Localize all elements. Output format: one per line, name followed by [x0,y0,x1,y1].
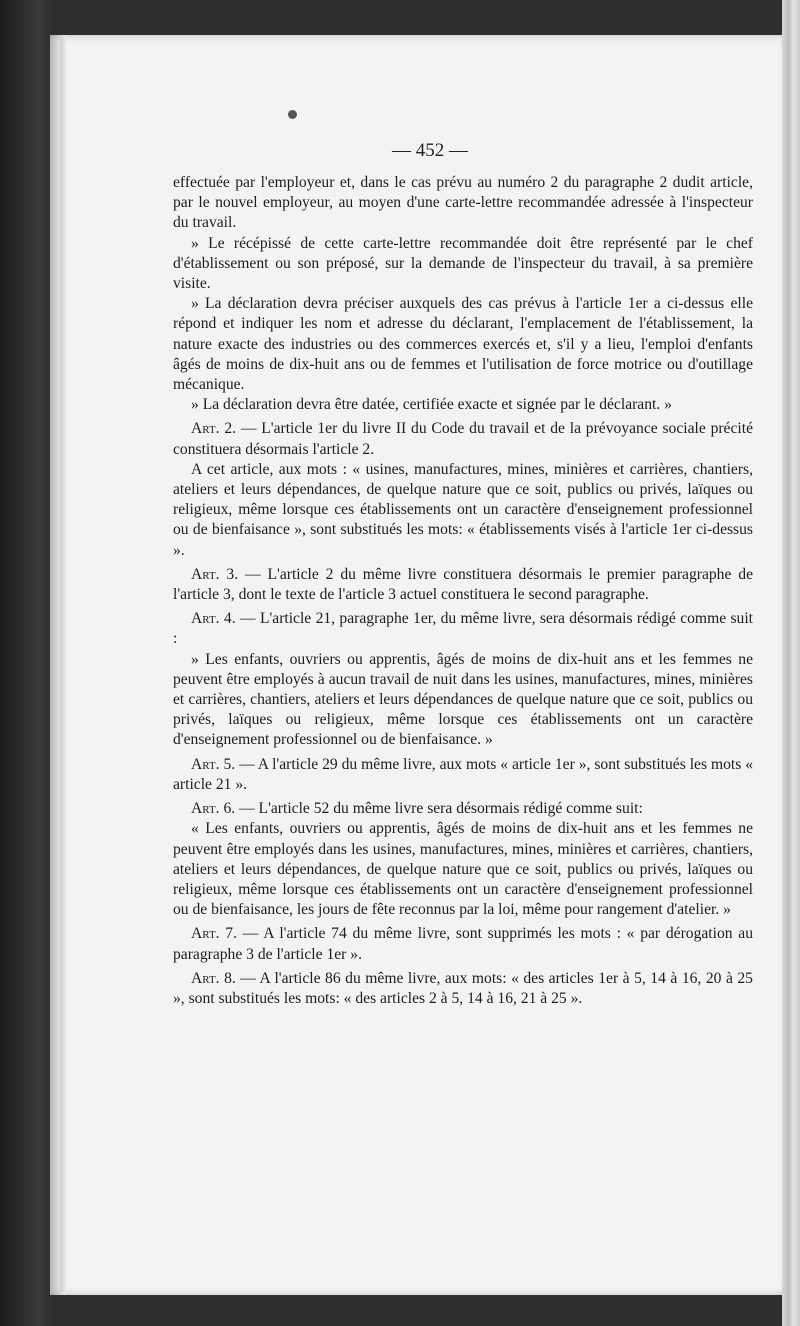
paragraph: effectuée par l'employeur et, dans le cas prévu au numéro 2 du paragraphe 2 dudit article, par le nouvel employeur, au moyen d'une carte-lettre recommandée adressée à l'inspecteur du travail. [173,174,753,232]
article-label: Art. 2. [191,420,237,438]
paragraph: » La déclaration devra être datée, certifiée exacte et signée par le déclarant. » [191,396,672,414]
article-paragraph [173,565,753,605]
article-text: — L'article 1er du livre II du Code du travail et de la prévoyance sociale précité constituera désormais l'article 2. [173,420,753,458]
article-paragraph [173,755,753,795]
paragraph: A cet article, aux mots : « usines, manufactures, mines, minières et carrières, chantiers, ateliers et leurs dépendances, de quelque nature que ce soit, publics ou privés, laïques ou religieux, même lorsque ces établissements ont un caractère d'enseignement professionnel ou de bienfaisance », sont substitués les mots: « établissements visés à l'article 1er ci-dessus ». [173,460,753,559]
article-label: Art. 3. [191,565,239,583]
article-text: — A l'article 86 du même livre, aux mots: « des articles 1er à 5, 14 à 16, 20 à 25 », sont substitués les mots: « des articles 2 à 5, 14 à 16, 21 à 25 ». [173,969,753,1007]
article-text: — L'article 2 du même livre constituera désormais le premier paragraphe de l'article 3, dont le texte de l'article 3 actuel constituera le second paragraphe. [173,565,753,604]
article-text: — A l'article 29 du même livre, aux mots « article 1er », sont substitués les mots « article 21 ». [173,755,753,793]
article-label: Art. 5. [191,755,236,773]
paragraph: » La déclaration devra préciser auxquels des cas prévus à l'article 1er a ci-dessus elle répond et indiquer les nom et adresse du déclarant, l'emplacement de l'établissement, la nature exacte des industries ou des commerces exercés et, s'il y a lieu, l'emploi d'enfants âgés de moins de dix-huit ans ou de femmes et l'utilisation de force motrice ou d'outillage mécanique. [173,295,753,394]
article-label: Art. 8. [191,969,236,987]
article-paragraph [173,924,753,964]
page-number: — 452 — [392,140,468,161]
article-label: Art. 4. [191,610,236,628]
article-text: — L'article 21, paragraphe 1er, du même livre, sera désormais rédigé comme suit : [173,610,754,648]
article-paragraph [173,419,753,459]
page-edge [782,0,800,1326]
paragraph: » Le récépissé de cette carte-lettre recommandée doit être représenté par le chef d'établissement ou son préposé, sur la demande de l'inspecteur du travail, à sa première visite. [173,234,753,293]
binding-hole-mark [288,110,297,119]
article-paragraph [173,609,753,649]
article-paragraph [173,799,753,819]
article-label: Art. 6. [191,800,236,818]
paragraph: » Les enfants, ouvriers ou apprentis, âgés de moins de dix-huit ans et les femmes ne peuvent être employés à aucun travail de nuit dans les usines, manufactures, mines, minières et carrières, chantiers, ateliers et leurs dépendances de quelque nature que ce soit, publics ou privés, laïques ou religieux, même lorsque ces établissements ont un caractère d'enseignement professionnel ou de bienfaisance. » [173,650,753,749]
article-label: Art. 7. [191,925,237,943]
article-text: — L'article 52 du même livre sera désormais rédigé comme suit: [235,800,643,818]
body-text [173,173,753,1009]
paragraph: « Les enfants, ouvriers ou apprentis, âgés de moins de dix-huit ans et les femmes ne peuvent être employés dans les usines, manufactures, mines, minières et carrières, chantiers, ateliers et leurs dépendances, de quelque nature que ce soit, publics ou privés, laïques ou religieux, même lorsque ces établissements ont un caractère d'enseignement professionnel ou de bienfaisance, les jours de fête reconnus par la loi, même pour rangement d'atelier. » [173,820,753,919]
article-text: — A l'article 74 du même livre, sont supprimés les mots : « par dérogation au paragraphe 3 de l'article 1er ». [173,925,753,963]
article-paragraph [173,969,753,1009]
